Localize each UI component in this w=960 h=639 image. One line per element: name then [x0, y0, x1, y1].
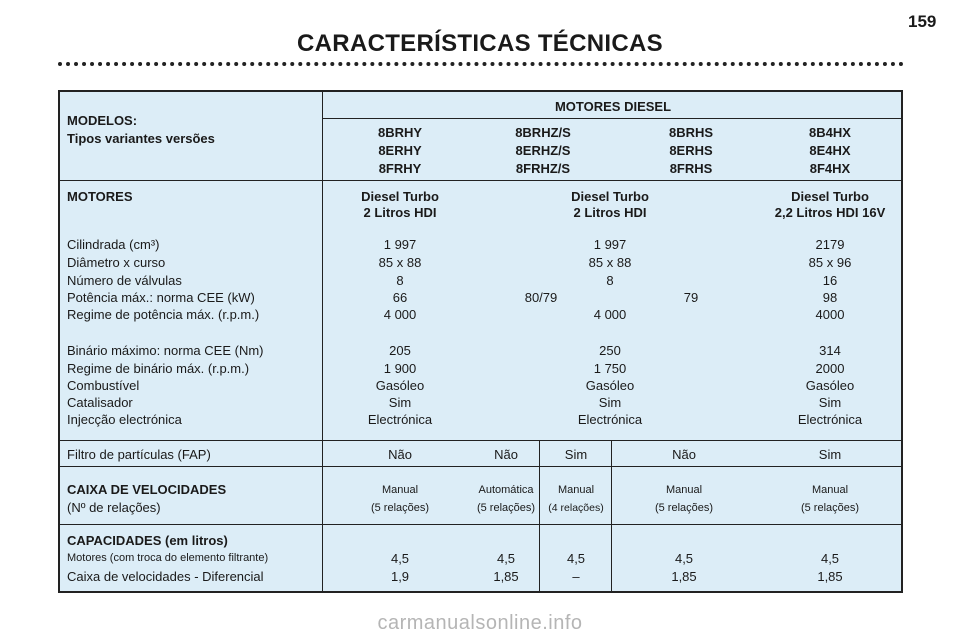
spec-value: 314: [819, 343, 841, 358]
capacity-motor: 4,5: [674, 551, 694, 566]
spec-value: 2179: [815, 237, 845, 252]
spec-value: Gasóleo: [585, 378, 635, 393]
caixa-relations: (4 relações): [548, 502, 604, 514]
spec-value: 1 997: [593, 237, 627, 252]
spec-value: 2000: [815, 361, 845, 376]
spec-label: Diâmetro x curso: [67, 255, 166, 270]
caixa-type: Manual: [557, 484, 595, 496]
capacidades-caixa-label: Caixa de velocidades - Diferencial: [67, 569, 264, 584]
spec-value: Gasóleo: [375, 378, 425, 393]
spec-value: 4 000: [593, 307, 627, 322]
page-number: 159: [908, 12, 937, 31]
motores-label: MOTORES: [67, 189, 133, 204]
motor-type-c4: 2,2 Litros HDI 16V: [774, 205, 886, 220]
spec-value: 205: [389, 343, 411, 358]
fap-value: Sim: [818, 447, 842, 462]
spec-value: Electrónica: [797, 412, 863, 427]
spec-value: 4000: [815, 307, 845, 322]
fap-value: Sim: [564, 447, 588, 462]
row-divider-caixa: [60, 466, 903, 467]
model-col1: 8BRHY: [377, 125, 423, 140]
caixa-label: CAIXA DE VELOCIDADES: [67, 482, 227, 497]
caixa-type: Automática: [478, 484, 534, 496]
motor-type-c23: Diesel Turbo: [571, 189, 649, 204]
spec-label: Potência máx.: norma CEE (kW): [67, 290, 255, 305]
caixa-relations: (5 relações): [476, 502, 536, 514]
col-divider-label: [322, 92, 323, 591]
row-divider-header: [60, 180, 903, 181]
spec-label: Combustível: [67, 378, 140, 393]
spec-value: 1 900: [383, 361, 417, 376]
capacity-caixa: 1,9: [390, 569, 410, 584]
motor-type-c1: Diesel Turbo: [361, 189, 439, 204]
model-col4: 8E4HX: [809, 143, 851, 158]
spec-value: 250: [599, 343, 621, 358]
spec-label: Catalisador: [67, 395, 133, 410]
spec-value: 85 x 88: [378, 255, 422, 270]
spec-value: Sim: [598, 395, 622, 410]
capacity-motor: 4,5: [496, 551, 516, 566]
motor-type-c23: 2 Litros HDI: [573, 205, 647, 220]
page-title: CARACTERÍSTICAS TÉCNICAS: [297, 30, 663, 57]
capacity-motor: 4,5: [820, 551, 840, 566]
model-col2: 8BRHZ/S: [515, 125, 571, 140]
caixa-sublabel: (Nº de relações): [67, 500, 161, 515]
spec-value: Electrónica: [367, 412, 433, 427]
spec-value: 80/79: [524, 290, 558, 305]
spec-value: 16: [822, 273, 838, 288]
models-label: MODELOS:: [67, 113, 138, 128]
spec-value: 98: [822, 290, 838, 305]
spec-value: 4 000: [383, 307, 417, 322]
caixa-type: Manual: [665, 484, 703, 496]
spec-value: 85 x 96: [808, 255, 852, 270]
spec-value: 85 x 88: [588, 255, 632, 270]
model-col3: 8FRHS: [669, 161, 713, 176]
spec-label: Regime de binário máx. (r.p.m.): [67, 361, 250, 376]
fap-value: Não: [388, 447, 412, 462]
spec-value: 66: [392, 290, 408, 305]
row-divider-fap: [60, 440, 903, 441]
variants-label: Tipos variantes versões: [67, 131, 215, 146]
caixa-relations: (5 relações): [370, 502, 430, 514]
spec-value: Gasóleo: [805, 378, 855, 393]
model-col3: 8BRHS: [668, 125, 714, 140]
spec-label: Regime de potência máx. (r.p.m.): [67, 307, 260, 322]
model-col3: 8ERHS: [669, 143, 713, 158]
spec-value: 8: [396, 273, 404, 288]
model-col1: 8FRHY: [378, 161, 422, 176]
capacity-caixa: –: [572, 569, 580, 584]
spec-label: Injecção electrónica: [67, 412, 182, 427]
capacity-motor: 4,5: [390, 551, 410, 566]
model-col4: 8F4HX: [809, 161, 851, 176]
spec-value: Electrónica: [577, 412, 643, 427]
col-divider-fap: [539, 440, 540, 591]
spec-label: Binário máximo: norma CEE (Nm): [67, 343, 264, 358]
capacidades-label: CAPACIDADES (em litros): [67, 533, 228, 548]
watermark: carmanualsonline.info: [377, 612, 583, 634]
capacidades-motor-label: Motores (com troca do elemento filtrante): [67, 552, 269, 564]
motor-type-c4: Diesel Turbo: [791, 189, 869, 204]
caixa-relations: (5 relações): [654, 502, 714, 514]
spec-value: 8: [606, 273, 614, 288]
col-divider-fap-2: [611, 440, 612, 591]
spec-value: Sim: [388, 395, 412, 410]
fap-value: Não: [494, 447, 518, 462]
spec-value: 79: [683, 290, 699, 305]
row-divider-group: [322, 118, 903, 119]
fap-value: Não: [672, 447, 696, 462]
motor-type-c1: 2 Litros HDI: [363, 205, 437, 220]
spec-label: Cilindrada (cm³): [67, 237, 160, 252]
caixa-type: Manual: [381, 484, 419, 496]
capacity-caixa: 1,85: [493, 569, 519, 584]
spec-value: 1 997: [383, 237, 417, 252]
caixa-type: Manual: [811, 484, 849, 496]
model-col2: 8ERHZ/S: [515, 143, 571, 158]
model-col1: 8ERHY: [378, 143, 422, 158]
title-divider: [58, 62, 904, 66]
engines-group-header: MOTORES DIESEL: [554, 99, 672, 114]
spec-value: 1 750: [593, 361, 627, 376]
capacity-caixa: 1,85: [817, 569, 843, 584]
caixa-relations: (5 relações): [800, 502, 860, 514]
capacity-caixa: 1,85: [671, 569, 697, 584]
row-divider-capacidades: [60, 524, 903, 525]
capacity-motor: 4,5: [566, 551, 586, 566]
specs-table: [58, 90, 903, 593]
spec-label: Número de válvulas: [67, 273, 182, 288]
model-col2: 8FRHZ/S: [515, 161, 571, 176]
fap-label: Filtro de partículas (FAP): [67, 447, 211, 462]
model-col4: 8B4HX: [809, 125, 851, 140]
spec-value: Sim: [818, 395, 842, 410]
